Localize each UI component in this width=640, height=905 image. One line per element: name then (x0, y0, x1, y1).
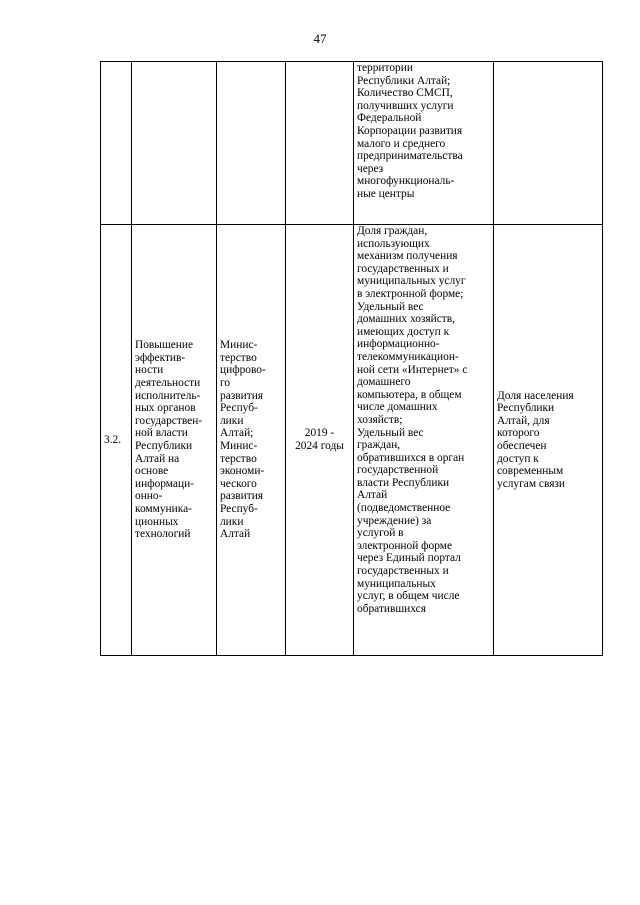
text-line: услуг, в общем числе (357, 590, 460, 603)
period-text (289, 427, 350, 452)
text-line: Респуб- (220, 502, 258, 515)
text-line: электронной форме (357, 539, 453, 552)
text-line: информационно- (357, 338, 440, 351)
text-line: компьютера, в общем (357, 388, 462, 401)
text-line: обратившихся в орган (357, 451, 465, 464)
text-line: использующих (357, 237, 430, 250)
text-line: муниципальных (357, 577, 436, 590)
text-line: Алтай; (220, 427, 254, 440)
target-cell (494, 62, 603, 225)
text-line: цифрово- (220, 364, 266, 377)
number-cell (101, 62, 132, 225)
text-line: терство (220, 452, 257, 465)
text-line: многофункциональ- (357, 175, 455, 188)
activity-cell (132, 62, 217, 225)
text-line: информаци- (135, 477, 194, 490)
text-line: (подведомственное (357, 502, 451, 515)
table-row (101, 225, 603, 656)
text-line: 2019 - (304, 427, 335, 440)
target-cell (494, 225, 603, 656)
text-line: ности (135, 364, 164, 377)
text-line: домашнего (357, 376, 411, 389)
text-line: онно- (135, 490, 163, 503)
text-line: 2024 годы (295, 440, 344, 452)
text-line: Федеральной (357, 112, 422, 125)
text-line: граждан, (357, 439, 401, 452)
row-number: 3.2. (104, 433, 122, 446)
indicators-cell (354, 62, 494, 225)
indicators-text (357, 225, 490, 615)
text-line: учреждение) за (357, 514, 432, 527)
text-line: ческого (220, 477, 257, 490)
text-line: Количество СМСП, (357, 87, 453, 100)
text-line: телекоммуникацион- (357, 350, 459, 363)
text-line: го (220, 377, 231, 390)
text-line: Удельный вес (357, 300, 424, 313)
text-line: ные центры (357, 187, 415, 200)
text-line: Доля граждан, (357, 225, 428, 237)
text-line: государственной (357, 464, 439, 477)
text-line: Минис- (220, 339, 258, 352)
text-line: ной власти (135, 427, 188, 440)
text-line: обратившихся (357, 602, 426, 615)
text-line: Республики (135, 440, 193, 452)
text-line: Повышение (135, 339, 194, 352)
text-line: муниципальных услуг (357, 275, 466, 288)
indicators-text (357, 62, 490, 201)
text-line: Удельный вес (357, 426, 424, 439)
text-line: деятельности (135, 377, 201, 390)
text-line: коммуника- (135, 502, 192, 515)
indicators-cell (354, 225, 494, 656)
text-line: ной сети «Интернет» с (357, 363, 468, 376)
text-line: через (357, 162, 384, 175)
text-line: эффектив- (135, 351, 186, 364)
text-line: Корпорации развития (357, 124, 463, 137)
text-line: лики (220, 515, 244, 528)
text-line: получивших услуги (357, 99, 454, 112)
executor-text (220, 339, 282, 541)
page-number: 47 (313, 31, 327, 46)
text-line: числе домашних (357, 401, 438, 414)
table-row (101, 62, 603, 225)
text-line: Респуб- (220, 402, 258, 415)
text-line: услугой в (357, 527, 404, 540)
text-line: территории (357, 62, 413, 74)
text-line: услугам связи (497, 477, 566, 490)
text-line: обеспечен (497, 440, 547, 452)
text-line: домашних хозяйств, (357, 313, 456, 326)
text-line: экономи- (220, 465, 265, 478)
executor-cell (217, 225, 286, 656)
text-line: Алтай (220, 528, 251, 541)
text-line: терство (220, 351, 257, 364)
text-line: имеющих доступ к (357, 325, 450, 338)
text-line: основе (135, 465, 169, 478)
text-line: ных органов (135, 402, 196, 415)
period-cell (286, 62, 354, 225)
text-line: малого и среднего (357, 137, 446, 150)
text-line: предпринимательства (357, 150, 463, 163)
target-text (497, 390, 599, 491)
text-line: лики (220, 414, 244, 427)
executor-cell (217, 62, 286, 225)
activity-text (135, 339, 213, 541)
text-line: государственных и (357, 262, 449, 275)
text-line: современным (497, 465, 564, 478)
text-line: развития (220, 490, 264, 503)
text-line: технологий (135, 528, 191, 541)
number-cell (101, 225, 132, 656)
text-line: государствен- (135, 414, 203, 427)
period-cell (286, 225, 354, 656)
text-line: Доля населения (497, 389, 574, 402)
text-line: исполнитель- (135, 389, 201, 402)
text-line: механизм получения (357, 250, 458, 263)
text-line: Республики Алтай; (357, 74, 451, 87)
text-line: Минис- (220, 440, 258, 452)
text-line: Алтай, для (497, 414, 550, 427)
text-line: государственных и (357, 565, 449, 578)
text-line: ционных (135, 515, 179, 528)
text-line: Алтай (357, 489, 388, 502)
text-line: через Единый портал (357, 552, 461, 565)
program-table (100, 61, 603, 656)
text-line: власти Республики (357, 476, 450, 489)
text-line: Алтай на (135, 452, 180, 465)
text-line: доступ к (497, 452, 539, 465)
text-line: которого (497, 427, 540, 440)
activity-cell (132, 225, 217, 656)
text-line: развития (220, 389, 264, 402)
text-line: в электронной форме; (357, 287, 464, 300)
text-line: хозяйств; (357, 413, 403, 426)
text-line: Республики (497, 402, 555, 415)
